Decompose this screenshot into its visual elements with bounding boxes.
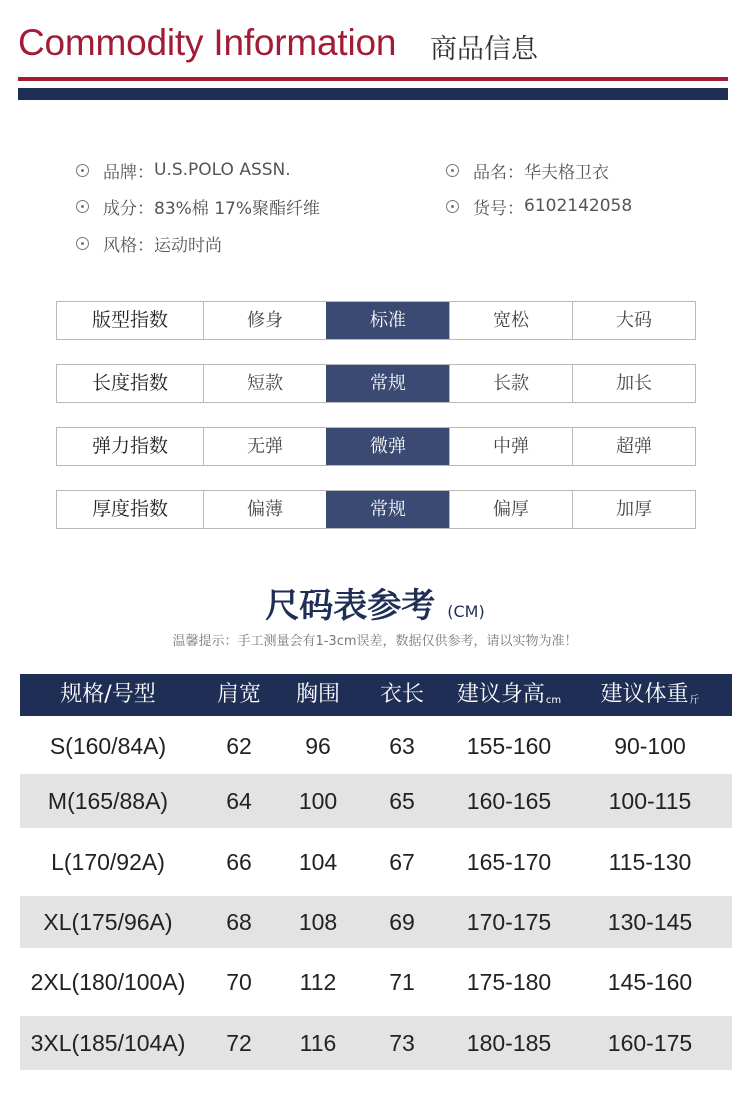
table-cell: 104 xyxy=(298,849,338,875)
bullet-icon xyxy=(76,200,89,213)
table-cell: 160-165 xyxy=(466,788,552,814)
bullet-icon xyxy=(446,200,459,213)
index-option: 无弹 xyxy=(203,428,326,465)
table-cell: M(165/88A) xyxy=(47,788,169,814)
size-table-header xyxy=(20,674,732,716)
index-option: 宽松 xyxy=(449,302,572,339)
table-cell: 3XL(185/104A) xyxy=(30,1030,186,1056)
header-cell: 衣长 xyxy=(379,682,424,707)
info-sku xyxy=(446,194,632,218)
table-cell: 68 xyxy=(226,909,252,935)
table-cell: 66 xyxy=(226,849,252,875)
bullet-icon xyxy=(446,164,459,177)
table-cell: 155-160 xyxy=(466,733,552,759)
header-cell: 胸围 xyxy=(295,682,340,707)
table-cell: 108 xyxy=(298,909,338,935)
table-cell: 116 xyxy=(299,1030,337,1056)
product-info xyxy=(76,158,716,268)
table-cell: 73 xyxy=(389,1030,415,1056)
index-option: 加厚 xyxy=(572,491,695,528)
table-cell: 65 xyxy=(389,788,415,814)
index-label: 厚度指数 xyxy=(91,498,168,520)
info-name-value: 华夫格卫衣 xyxy=(524,162,609,183)
table-cell: 115-130 xyxy=(608,849,692,875)
index-option: 偏薄 xyxy=(203,491,326,528)
header-weight-unit: 斤 xyxy=(689,695,700,706)
header-cell: 规格/号型 xyxy=(60,682,156,707)
info-sku-label: 货号： xyxy=(473,198,524,219)
info-material xyxy=(76,194,320,218)
info-material-label: 成分： xyxy=(103,198,154,219)
size-chart-title-text: 尺码表参考 xyxy=(265,586,436,626)
info-name-label: 品名： xyxy=(473,162,524,183)
table-cell: 165-170 xyxy=(466,849,552,875)
table-cell: 96 xyxy=(305,733,331,759)
table-row xyxy=(20,896,732,948)
table-cell: 69 xyxy=(389,909,415,935)
table-cell: 67 xyxy=(389,849,415,875)
index-option: 偏厚 xyxy=(449,491,572,528)
size-chart-unit: (CM) xyxy=(447,602,485,621)
info-material-value: 83%棉 17%聚酯纤维 xyxy=(154,198,320,219)
header-cell-weight xyxy=(568,674,732,716)
index-label: 版型指数 xyxy=(91,309,168,331)
table-cell: 180-185 xyxy=(466,1030,552,1056)
table-cell: 130-145 xyxy=(607,909,693,935)
table-cell: 63 xyxy=(389,733,415,759)
info-sku-value: 6102142058 xyxy=(524,196,633,216)
size-chart-title xyxy=(0,578,750,627)
header-weight-label: 建议体重 xyxy=(600,682,689,707)
info-style-label: 风格： xyxy=(103,235,154,256)
table-cell: 100 xyxy=(298,788,338,814)
table-row xyxy=(20,1016,732,1070)
table-row xyxy=(20,718,732,774)
index-row-length xyxy=(56,364,696,403)
navy-stripe xyxy=(18,88,728,100)
index-row-fit xyxy=(56,301,696,340)
table-cell: 70 xyxy=(226,969,252,995)
table-cell: 90-100 xyxy=(614,733,686,759)
table-cell: 175-180 xyxy=(466,969,552,995)
table-cell: 71 xyxy=(389,969,415,995)
table-row xyxy=(20,948,732,1016)
index-option-selected: 标准 xyxy=(326,302,449,339)
size-chart-tip: 温馨提示：手工测量会有1-3cm误差，数据仅供参考，请以实物为准！ xyxy=(172,634,578,649)
index-option: 短款 xyxy=(203,365,326,402)
table-cell: 170-175 xyxy=(466,909,552,935)
info-brand xyxy=(76,158,291,182)
info-brand-value: U.S.POLO ASSN. xyxy=(154,160,291,180)
header-height-label: 建议身高 xyxy=(456,682,545,707)
index-option: 长款 xyxy=(449,365,572,402)
table-cell: XL(175/96A) xyxy=(43,909,173,935)
index-option-selected: 常规 xyxy=(326,365,449,402)
table-cell: L(170/92A) xyxy=(51,849,165,875)
table-cell: 62 xyxy=(226,733,252,759)
bullet-icon xyxy=(76,164,89,177)
index-row-elasticity xyxy=(56,427,696,466)
index-row-thickness xyxy=(56,490,696,529)
index-option: 加长 xyxy=(572,365,695,402)
table-row xyxy=(20,828,732,896)
index-label: 弹力指数 xyxy=(91,435,168,457)
table-cell: 72 xyxy=(226,1030,252,1056)
bullet-icon xyxy=(76,237,89,250)
index-option-selected: 微弹 xyxy=(326,428,449,465)
table-cell: 100-115 xyxy=(608,788,692,814)
index-label: 长度指数 xyxy=(91,372,168,394)
table-cell: 2XL(180/100A) xyxy=(30,969,186,995)
info-name xyxy=(446,158,609,182)
header-cell-height xyxy=(450,674,568,716)
title-english: Commodity Information xyxy=(18,22,397,63)
header-cell: 肩宽 xyxy=(216,682,261,707)
table-row xyxy=(20,774,732,828)
index-option-selected: 常规 xyxy=(326,491,449,528)
header-height-unit: cm xyxy=(545,695,562,706)
table-cell: 145-160 xyxy=(607,969,693,995)
index-option: 中弹 xyxy=(449,428,572,465)
info-style-value: 运动时尚 xyxy=(154,235,222,256)
table-cell: 160-175 xyxy=(607,1030,693,1056)
index-option: 大码 xyxy=(572,302,695,339)
table-cell: S(160/84A) xyxy=(49,733,167,759)
info-style xyxy=(76,231,222,255)
header xyxy=(0,0,750,110)
info-brand-label: 品牌： xyxy=(103,162,154,183)
index-option: 修身 xyxy=(203,302,326,339)
red-stripe xyxy=(18,77,728,81)
table-cell: 64 xyxy=(226,788,252,814)
table-cell: 112 xyxy=(299,969,337,995)
title-chinese: 商品信息 xyxy=(430,34,538,65)
index-option: 超弹 xyxy=(572,428,695,465)
